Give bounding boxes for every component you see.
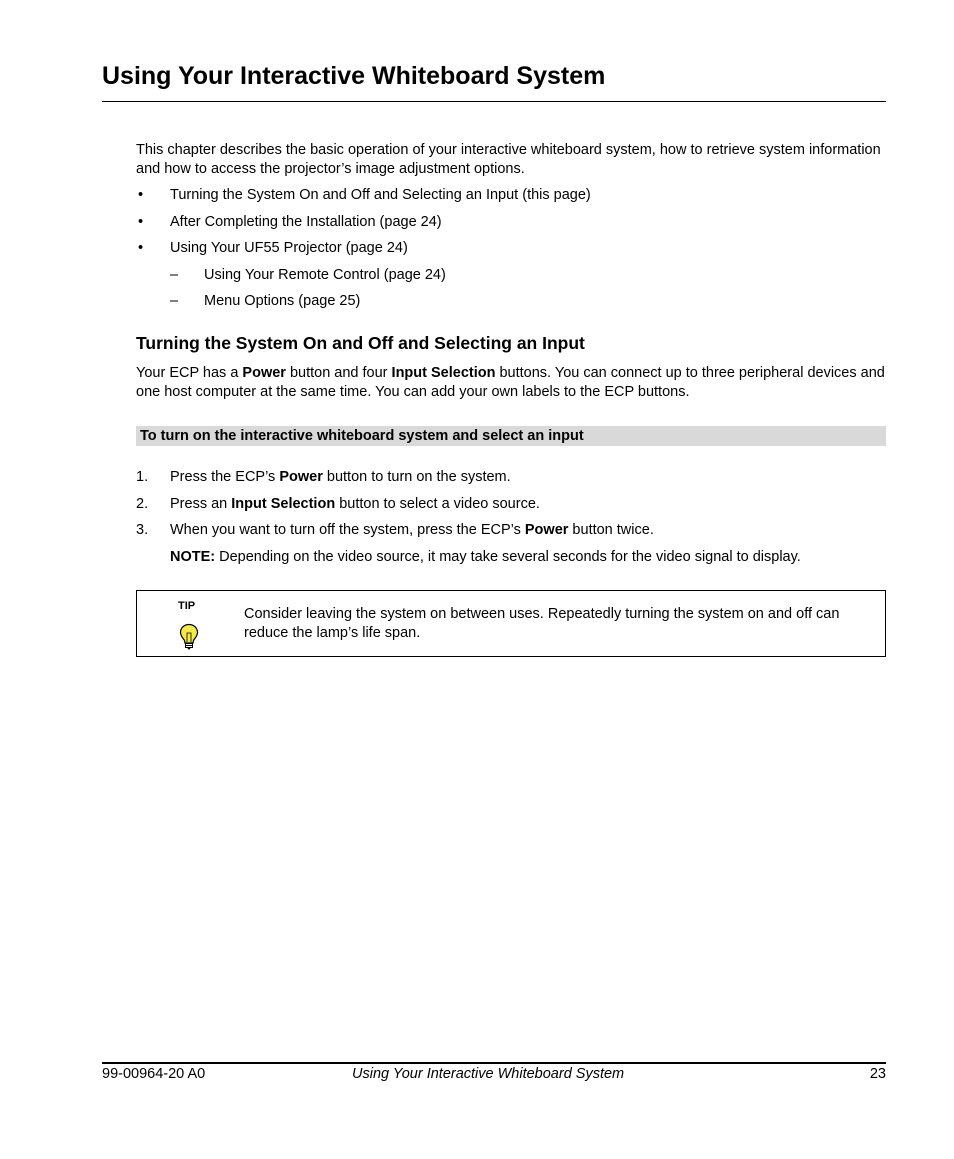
- toc-bullet: •: [138, 240, 144, 256]
- procedure-bar: [136, 426, 886, 446]
- footer-rule: [102, 1062, 886, 1064]
- toc-dash: –: [170, 293, 179, 309]
- lightbulb-icon: [179, 623, 199, 656]
- step-text: Press an Input Selection button to select a video source.: [170, 496, 540, 512]
- step-number: 2.: [136, 496, 149, 512]
- toc-bullet: •: [138, 214, 144, 230]
- step-text: Press the ECP’s Power button to turn on the system.: [170, 469, 511, 485]
- toc-item: Using Your UF55 Projector (page 24): [170, 240, 408, 256]
- step-number: 1.: [136, 469, 149, 485]
- tip-label: TIP: [178, 600, 196, 612]
- power-term: Power: [242, 365, 286, 381]
- toc-item: Turning the System On and Off and Selecting an Input (this page): [170, 187, 591, 203]
- procedure-title: To turn on the interactive whiteboard system and select an input: [140, 428, 584, 444]
- step-text: When you want to turn off the system, press the ECP’s Power button twice.: [170, 522, 654, 538]
- footer-chapter: Using Your Interactive Whiteboard System: [352, 1066, 625, 1082]
- note-label: NOTE:: [170, 549, 216, 565]
- intro-paragraph: This chapter describes the basic operation of your interactive whiteboard system, how to retrieve system information and how to access the projector’s image adjustment options.: [136, 142, 881, 177]
- input-selection-term: Input Selection: [391, 365, 496, 381]
- tip-text: Consider leaving the system on between uses. Repeatedly turning the system on and off can reduce the lamp’s life span.: [244, 606, 840, 641]
- footer-page-number: 23: [869, 1066, 886, 1082]
- toc-subitem: Using Your Remote Control (page 24): [204, 267, 446, 283]
- section-paragraph: [136, 364, 888, 402]
- toc-bullet: •: [138, 187, 144, 203]
- note-text: Depending on the video source, it may take several seconds for the video signal to display.: [215, 549, 801, 565]
- section-heading: Turning the System On and Off and Selecting an Input: [136, 333, 585, 353]
- toc-subitem: Menu Options (page 25): [204, 293, 361, 309]
- tip-box: [136, 590, 886, 657]
- para-text: Your ECP has a: [136, 365, 243, 381]
- title-rule: [102, 101, 886, 102]
- toc-dash: –: [170, 267, 179, 283]
- para-text: button and four: [285, 365, 392, 381]
- para-text: buttons. You can connect up to three peripheral devices and one host computer at the same time. You can add your own labels to the ECP buttons.: [136, 365, 885, 400]
- note: [170, 548, 801, 567]
- page-title: Using Your Interactive Whiteboard System: [102, 62, 606, 90]
- toc-item: After Completing the Installation (page 24): [170, 214, 442, 230]
- footer-doc-number: 99-00964-20 A0: [102, 1066, 206, 1082]
- step-number: 3.: [136, 522, 149, 538]
